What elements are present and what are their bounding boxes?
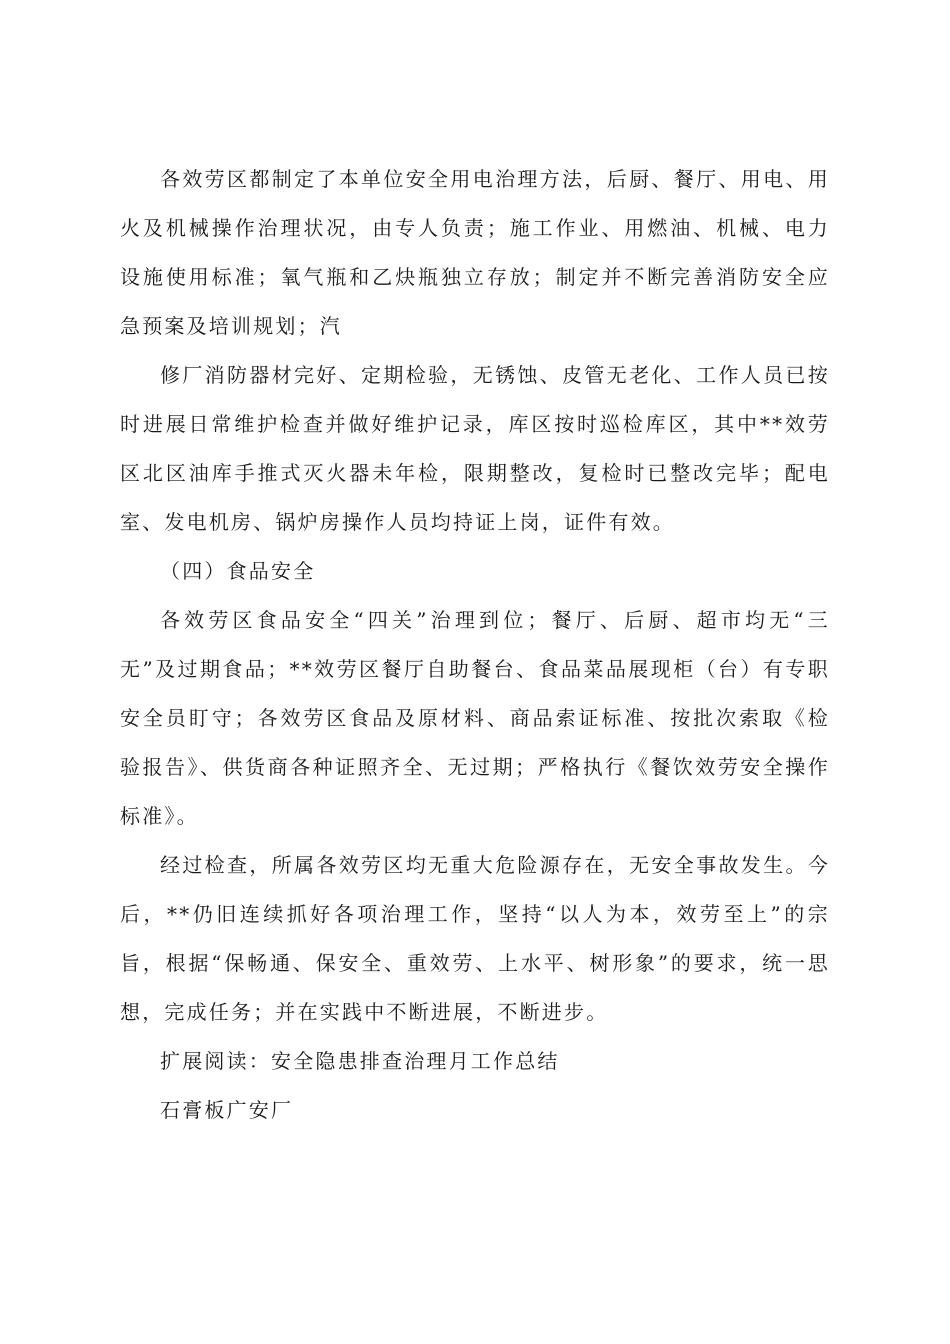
document-body: [120, 155, 830, 1135]
paragraph-conclusion: 经过检查，所属各效劳区均无重大危险源存在，无安全事故发生。今后，**仍旧连续抓好各项治理工作，坚持“以人为本，效劳至上”的宗旨，根据“保畅通、保安全、重效劳、上水平、树形象”的要求，统一思想，完成任务；并在实践中不断进展，不断进步。: [120, 853, 830, 1024]
paragraph-food-safety: 各效劳区食品安全“四关”治理到位；餐厅、后厨、超市均无“三无”及过期食品；**效劳区餐厅自助餐台、食品菜品展现柜（台）有专职安全员盯守；各效劳区食品及原材料、商品索证标准、按批次索取《检验报告》、供货商各种证照齐全、无过期；严格执行《餐饮效劳安全操作标准》。: [120, 608, 830, 828]
factory-name-line: 石膏板广安厂: [160, 1098, 294, 1122]
extended-reading-line: 扩展阅读：安全隐患排查治理月工作总结: [160, 1049, 560, 1073]
section-heading-food-safety: （四）食品安全: [160, 559, 316, 583]
paragraph-electric-safety: 各效劳区都制定了本单位安全用电治理方法，后厨、餐厅、用电、用火及机械操作治理状况，由专人负责；施工作业、用燃油、机械、电力设施使用标准；氧气瓶和乙炔瓶独立存放；制定并不断完善消防安全应急预案及培训规划；汽: [120, 167, 830, 338]
paragraph-fire-equipment: 修厂消防器材完好、定期检验，无锈蚀、皮管无老化、工作人员已按时进展日常维护检查并做好维护记录，库区按时巡检库区，其中**效劳区北区油库手推式灭火器未年检，限期整改，复检时已整改完毕；配电室、发电机房、锅炉房操作人员均持证上岗，证件有效。: [120, 363, 830, 534]
